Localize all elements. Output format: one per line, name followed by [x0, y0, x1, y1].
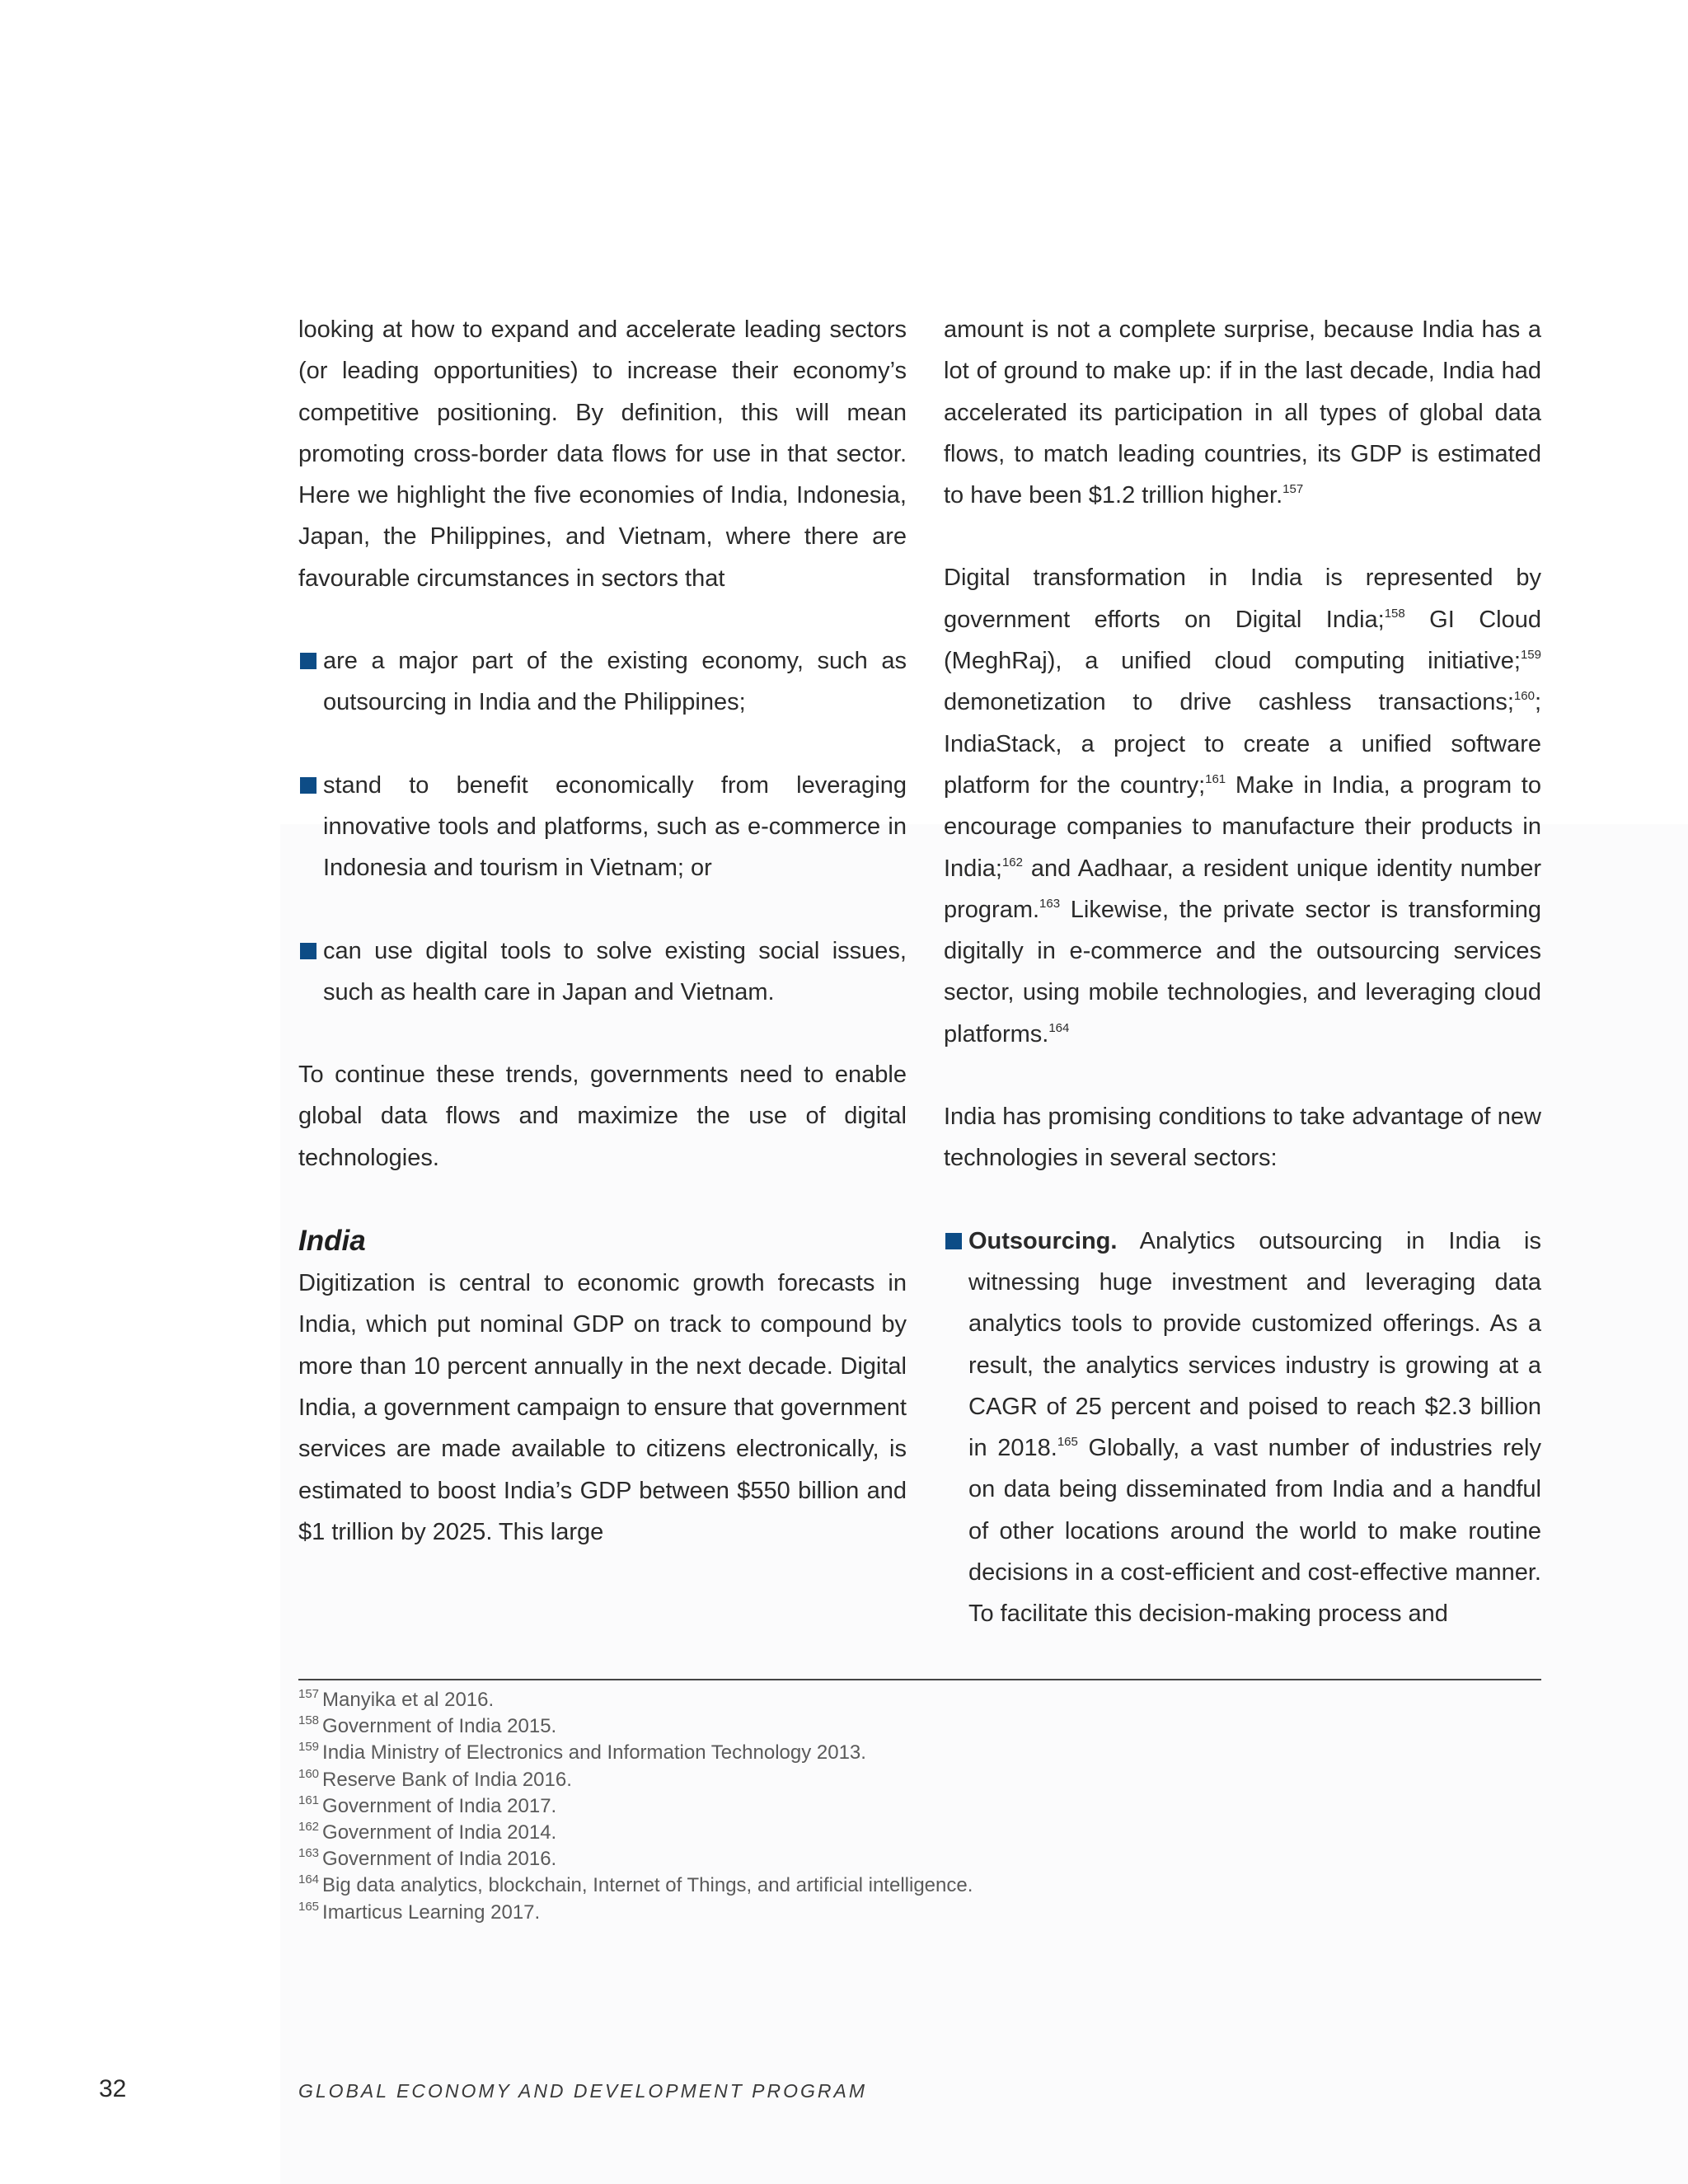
footnote-text: India Ministry of Electronics and Information Technology 2013. [322, 1741, 866, 1765]
paragraph-segment: Make in India, a program to encourage companies to manufacture their products in India; [944, 771, 1541, 882]
footnote [298, 1767, 1541, 1793]
footnote-number: 160 [298, 1766, 320, 1781]
bullet-item [298, 640, 907, 724]
footnote-text: Government of India 2017. [322, 1794, 557, 1817]
paragraph-segment: ; IndiaStack, a project to create a unified software platform for the country; [944, 689, 1541, 799]
footnote [298, 1820, 1541, 1846]
footnote-number: 161 [298, 1793, 320, 1807]
footnote-ref[interactable]: 158 [1384, 606, 1405, 621]
footnote-ref[interactable]: 164 [1048, 1020, 1070, 1035]
bullet-text: Globally, a vast number of industries rely on data being disseminated from India and a handful of other locations around the world to make routine decisions in a cost-efficient and cost-effective manner. To facilitate this decision-making process and [968, 1435, 1541, 1628]
footnote-text: Manyika et al 2016. [322, 1689, 495, 1711]
bullet-text: can use digital tools to solve existing social issues, such as health care in Japan and Vietnam. [323, 937, 907, 1005]
bullet-item [298, 930, 907, 1014]
bullet-text: stand to benefit economically from leveraging innovative tools and platforms, such as e-commerce in Indonesia and tourism in Vietnam; or [323, 771, 907, 882]
footnote [298, 1846, 1541, 1872]
paragraph-segment: Likewise, the private sector is transforming digitally in e-commerce and the outsourcing services sector, using mobile technologies, and leveraging cloud platforms. [944, 896, 1541, 1047]
footnote [298, 1900, 1541, 1926]
footnote-ref[interactable]: 160 [1513, 689, 1535, 704]
footnote-ref[interactable]: 162 [1001, 855, 1023, 869]
right-column [944, 309, 1541, 1676]
footnote-text: Big data analytics, blockchain, Internet of Things, and artificial intelligence. [322, 1874, 973, 1897]
paragraph-segment: GI Cloud (MeghRaj), a unified cloud computing initiative; [944, 606, 1541, 675]
footnote-number: 158 [298, 1713, 320, 1728]
intro-paragraph: looking at how to expand and accelerate leading sectors (or leading opportunities) to increase their economy’s competitive positioning. By definition, this will mean promoting cross-border data flows for use in that sector. Here we highlight the five economies of India, Indonesia, Japan, the Philippines, and Vietnam, where there are favourable circumstances in sectors that [298, 316, 907, 592]
footnote-number: 164 [298, 1872, 320, 1887]
gdp-paragraph-text: amount is not a complete surprise, because India has a lot of ground to make up: if in the last decade, India had accelerated its participation in all types of global data flows, to match leading countries, its GDP is estimated to have been $1.2 trillion higher. [944, 316, 1541, 509]
footnote-text: Imarticus Learning 2017. [322, 1900, 541, 1924]
bullet-item [298, 765, 907, 889]
footnote [298, 1872, 1541, 1899]
running-footer-title: GLOBAL ECONOMY AND DEVELOPMENT PROGRAM [298, 2080, 867, 2102]
footnote-number: 162 [298, 1820, 320, 1835]
left-column [298, 309, 907, 1553]
footnote-number: 157 [298, 1687, 320, 1701]
gdp-paragraph [944, 309, 1541, 516]
square-bullet-icon [945, 1233, 962, 1249]
bullet-text: are a major part of the existing economy, such as outsourcing in India and the Philippines; [323, 648, 907, 716]
square-bullet-icon [300, 943, 316, 959]
promising-conditions-paragraph: India has promising conditions to take advantage of new technologies in several sectors: [944, 1104, 1541, 1172]
bullet-item-outsourcing [944, 1221, 1541, 1635]
square-bullet-icon [300, 653, 316, 669]
footnote-ref[interactable]: 159 [1520, 648, 1541, 663]
footnote-ref[interactable]: 163 [1039, 896, 1061, 911]
page-number: 32 [99, 2075, 127, 2102]
paragraph-segment: demonetization to drive cashless transactions; [944, 689, 1514, 716]
section-heading-india: India [298, 1225, 366, 1258]
footnote-number: 159 [298, 1740, 320, 1755]
conclusion-paragraph: To continue these trends, governments need to enable global data flows and maximize the use of digital technologies. [298, 1062, 907, 1171]
footnote [298, 1740, 1541, 1766]
footnotes [298, 1679, 1541, 1926]
footnote-text: Government of India 2014. [322, 1821, 557, 1844]
india-paragraph: Digitization is central to economic growth forecasts in India, which put nominal GDP on track to compound by more than 10 percent annually in the next decade. Digital India, a government campaign to ensure that government services are made available to citizens electronically, is estimated to boost India’s GDP between $550 billion and $1 trillion by 2025. This large [298, 1270, 907, 1545]
bullet-text: Analytics outsourcing in India is witnessing huge investment and leveraging data analytics tools to provide customized offerings. As a result, the analytics services industry is growing at a CAGR of 25 percent and poised to reach $2.3 billion in 2018. [968, 1227, 1541, 1462]
footnote-text: Government of India 2015. [322, 1715, 557, 1738]
footnote-ref[interactable]: 161 [1205, 771, 1226, 786]
digital-transformation-paragraph [944, 557, 1541, 1055]
footnote [298, 1793, 1541, 1820]
footnote-ref[interactable]: 157 [1282, 482, 1304, 497]
footnote-text: Reserve Bank of India 2016. [322, 1768, 572, 1791]
footnote-number: 163 [298, 1846, 320, 1861]
bullet-label: Outsourcing. [968, 1227, 1118, 1254]
square-bullet-icon [300, 777, 316, 794]
footnote-text: Government of India 2016. [322, 1848, 557, 1871]
footnote [298, 1687, 1541, 1713]
footnote [298, 1713, 1541, 1740]
paragraph-segment: and Aadhaar, a resident unique identity number program. [944, 855, 1541, 923]
footnote-number: 165 [298, 1899, 320, 1914]
footnote-ref[interactable]: 165 [1057, 1435, 1078, 1450]
paragraph-segment: Digital transformation in India is represented by government efforts on Digital India; [944, 565, 1541, 633]
